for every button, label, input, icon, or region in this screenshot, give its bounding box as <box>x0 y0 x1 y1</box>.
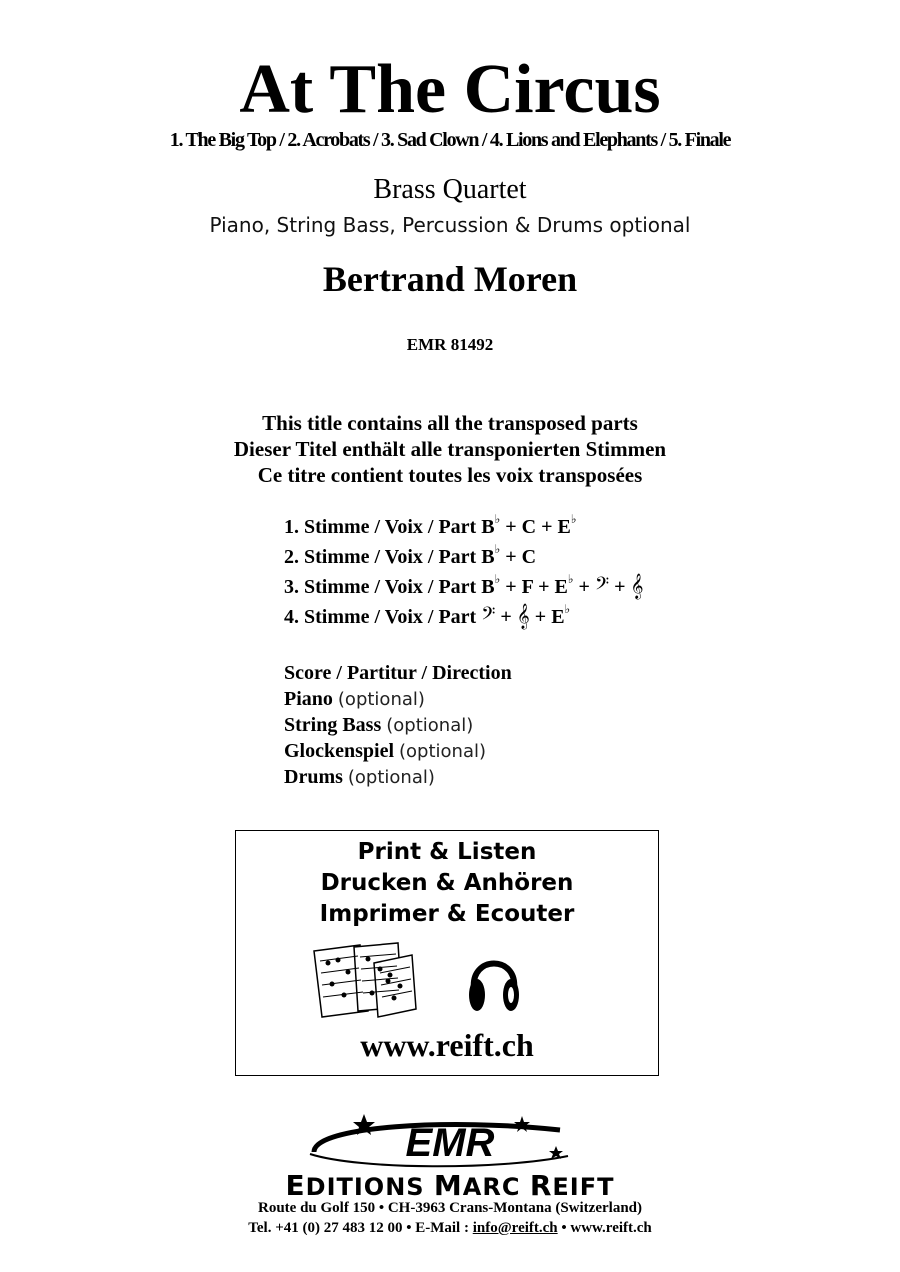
promo-line-de: Drucken & Anhören <box>320 870 574 896</box>
catalog-number: EMR 81492 <box>406 335 494 354</box>
composer-name: Bertrand Moren <box>322 259 578 299</box>
publisher-name: EDITIONS MARC REIFT <box>285 1169 615 1202</box>
movements-list: 1. The Big Top / 2. Acrobats / 3. Sad Clown / 4. Lions and Elephants / 5. Finale <box>169 129 731 151</box>
email-link[interactable]: info@reift.ch <box>472 1220 558 1236</box>
print-listen-box <box>235 830 659 1076</box>
extra-piano: Piano (optional) <box>284 688 425 710</box>
part-row-3: 3. Stimme / Voix / Part B♭ + F + E♭ + 𝄢 + 𝄞 <box>284 572 644 599</box>
emr-logo <box>300 1108 600 1174</box>
transposed-notice <box>0 410 900 488</box>
extra-glockenspiel: Glockenspiel (optional) <box>284 740 487 762</box>
extra-parts-list <box>284 660 512 790</box>
ensemble-label: Brass Quartet <box>373 174 527 205</box>
promo-line-fr: Imprimer & Ecouter <box>319 901 575 927</box>
optional-instruments: Piano, String Bass, Percussion & Drums optional <box>209 213 691 237</box>
sheet-music-icon <box>308 941 420 1021</box>
bass-clef-icon: 𝄢 <box>594 574 610 599</box>
extra-string-bass: String Bass (optional) <box>284 714 474 736</box>
part-row-2: 2. Stimme / Voix / Part B♭ + C <box>284 542 537 568</box>
transposed-notice-de: Dieser Titel enthält alle transponierten Stimmen <box>233 437 667 461</box>
extra-score: Score / Partitur / Direction <box>284 662 512 684</box>
transposed-notice-en: This title contains all the transposed parts <box>262 411 638 435</box>
transposed-notice-fr: Ce titre contient toutes les voix transposées <box>257 463 643 487</box>
promo-line-en: Print & Listen <box>357 839 537 865</box>
publisher-contact: Tel. +41 (0) 27 483 12 00 • E-Mail : info@reift.ch • www.reift.ch <box>248 1220 652 1236</box>
page-title: At The Circus <box>239 51 661 128</box>
bass-clef-icon: 𝄢 <box>481 604 496 629</box>
publisher-address: Route du Golf 150 • CH-3963 Crans-Montana (Switzerland) <box>258 1200 642 1216</box>
svg-text:EMR: EMR <box>405 1121 495 1165</box>
headphones-icon <box>466 945 522 1017</box>
extra-drums: Drums (optional) <box>284 766 435 788</box>
promo-website-link[interactable]: www.reift.ch <box>360 1027 534 1063</box>
part-row-1: 1. Stimme / Voix / Part B♭ + C + E♭ <box>284 512 577 538</box>
treble-clef-icon: 𝄞 <box>630 574 644 599</box>
parts-list <box>284 512 644 632</box>
part-row-4: 4. Stimme / Voix / Part 𝄢 + 𝄞 + E♭ <box>284 602 571 629</box>
treble-clef-icon: 𝄞 <box>516 604 530 629</box>
